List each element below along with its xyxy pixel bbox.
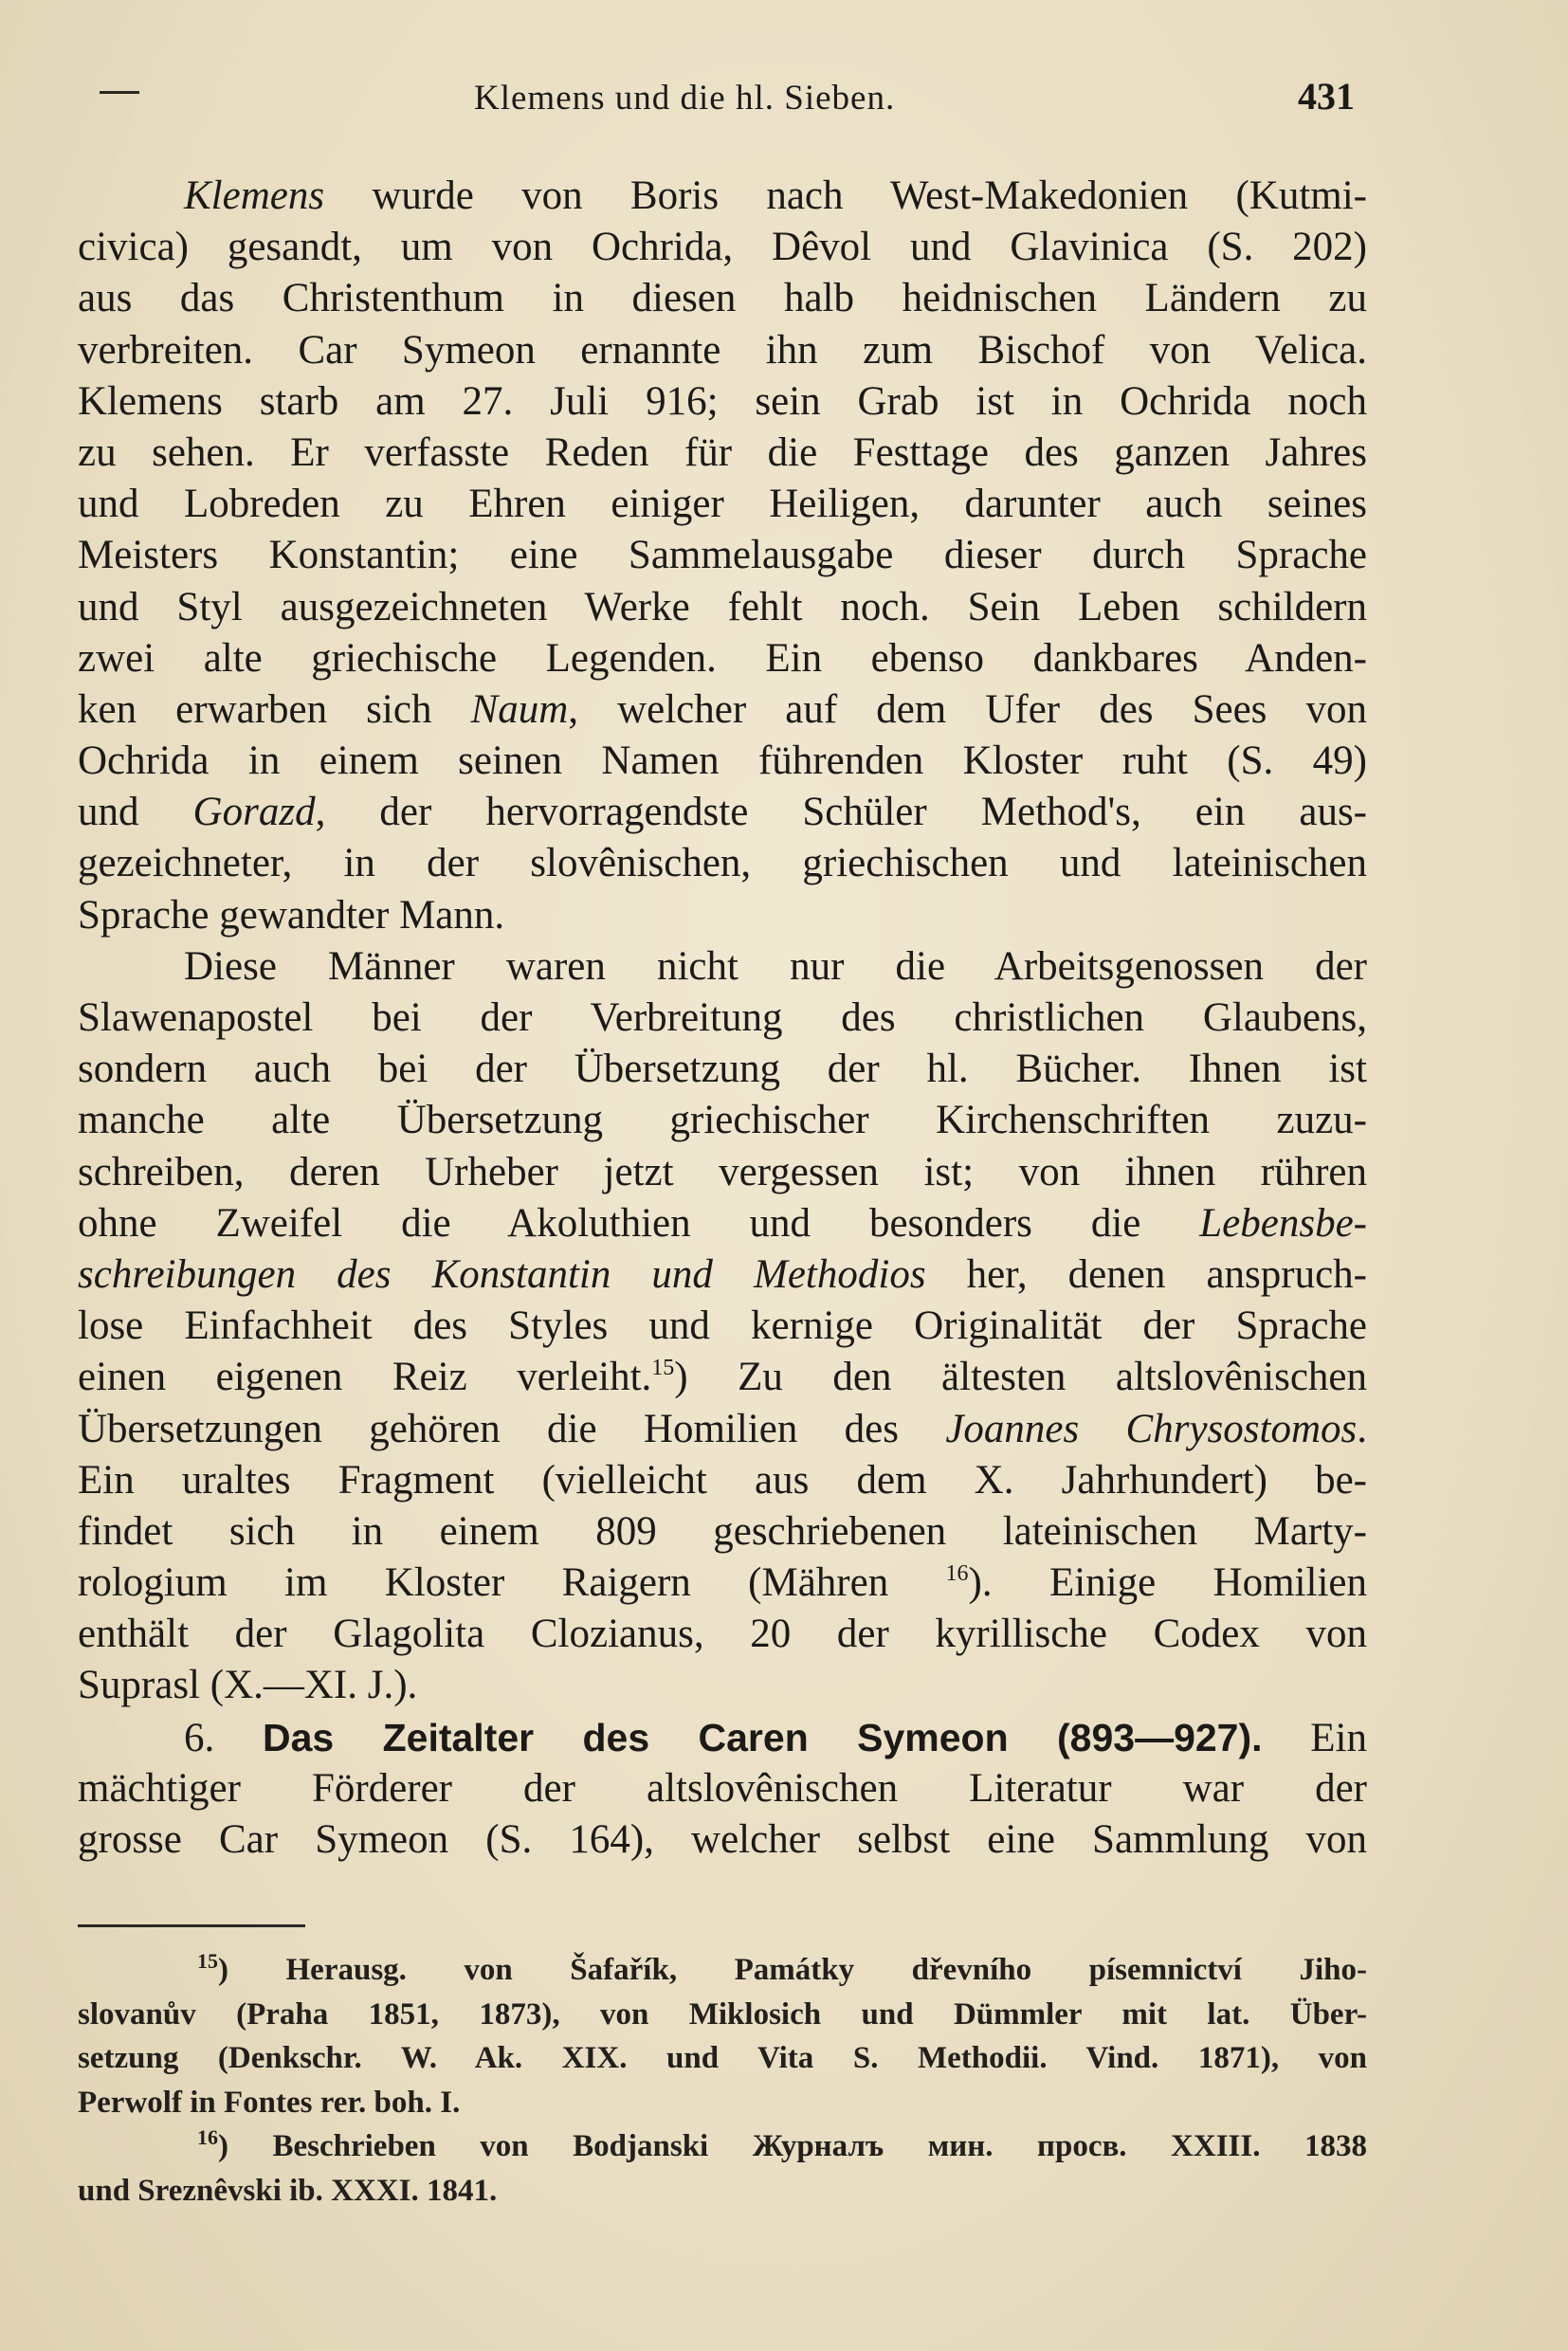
- footnote-mark: 16: [197, 2125, 218, 2149]
- text-line: Meisters Konstantin; eine Sammelausgabe dieser durch Sprache: [78, 533, 1367, 578]
- text-line: [78, 1249, 1367, 1301]
- footnote-mark: 15: [197, 1949, 218, 1973]
- text-line: Sprache gewandter Mann.: [78, 892, 505, 938]
- text-span: rologium im Kloster Raigern (Mähren: [78, 1560, 946, 1606]
- text-span: wurde von Boris nach West-Makedonien (Kutmi-: [324, 173, 1367, 218]
- text-line: [78, 171, 1367, 222]
- italic-name: Naum: [470, 686, 569, 732]
- page-number: 431: [1298, 75, 1355, 118]
- text-line: [78, 684, 1367, 736]
- italic-title: Lebensbe-: [1199, 1200, 1367, 1246]
- footnote-ref: 15: [651, 1356, 675, 1381]
- text-span: ). Einige Homilien: [968, 1560, 1367, 1606]
- text-line: schreiben, deren Urheber jetzt vergessen ist; von ihnen rühren: [78, 1149, 1367, 1194]
- text-line: und Styl ausgezeichneten Werke fehlt noch. Sein Leben schildern: [78, 584, 1367, 629]
- text-line: verbreiten. Car Symeon ernannte ihn zum Bischof von Velica.: [78, 327, 1367, 373]
- footnote-rule: [78, 1924, 305, 1927]
- text-line: Ein uraltes Fragment (vielleicht aus dem X. Jahrhundert) be-: [78, 1457, 1367, 1503]
- text-line: gezeichneter, in der slovênischen, griechischen und lateinischen: [78, 841, 1367, 886]
- text-line: Perwolf in Fontes rer. boh. I.: [78, 2085, 461, 2120]
- text-line: mächtiger Förderer der altslovênischen Literatur war der: [78, 1765, 1367, 1811]
- text-line: aus das Christenthum in diesen halb heidnischen Ländern zu: [78, 276, 1367, 321]
- text-span: , der hervorragendste Schüler Method's, ein aus-: [315, 790, 1368, 835]
- text-line: Klemens starb am 27. Juli 916; sein Grab ist in Ochrida noch: [78, 378, 1367, 424]
- text-line: setzung (Denkschr. W. Ak. XIX. und Vita S. Methodii. Vind. 1871), von: [78, 2041, 1367, 2075]
- text-line: slovanův (Praha 1851, 1873), von Miklosich und Dümmler mit lat. Über-: [78, 1996, 1367, 2032]
- text-line: und Sreznêvski ib. XXXI. 1841.: [78, 2173, 498, 2208]
- italic-name: Joannes Chrysostomos: [945, 1406, 1358, 1451]
- text-span: her, denen anspruch-: [925, 1251, 1367, 1297]
- text-line: zu sehen. Er verfasste Reden für die Festtage des ganzen Jahres: [78, 429, 1367, 475]
- text-span: ) Beschrieben von Bodjanski Журналъ мин. просв. XXIII. 1838: [218, 2129, 1367, 2163]
- text-span: ) Herausg. von Šafařík, Památky dřevního písemnictví Jiho-: [218, 1953, 1367, 1987]
- running-title: Klemens und die hl. Sieben.: [474, 79, 896, 118]
- text-line: [78, 1198, 1367, 1249]
- section-heading: Das Zeitalter des Caren Symeon (893—927).: [263, 1715, 1263, 1759]
- footnote-15: [78, 1948, 1367, 1993]
- text-line: und Lobreden zu Ehren einiger Heiligen, darunter auch seines: [78, 482, 1367, 527]
- footnote-16: [78, 2124, 1367, 2169]
- text-span: einen eigenen Reiz verleiht.: [78, 1355, 652, 1400]
- italic-name: Klemens: [184, 173, 325, 218]
- text-line: manche alte Übersetzung griechischer Kirchenschriften zuzu-: [78, 1098, 1367, 1143]
- text-span: ken erwarben sich: [78, 686, 471, 732]
- text-line: Diese Männer waren nicht nur die Arbeitsgenossen der: [184, 943, 1367, 989]
- text-line: civica) gesandt, um von Ochrida, Dêvol und Glavinica (S. 202): [78, 225, 1367, 270]
- text-span: Ein: [1262, 1715, 1367, 1760]
- text-line: [78, 1352, 1367, 1403]
- corner-dash: [100, 91, 139, 94]
- section-number: 6.: [184, 1715, 215, 1760]
- text-line: findet sich in einem 809 geschriebenen lateinischen Marty-: [78, 1508, 1367, 1554]
- text-line: [78, 1712, 1367, 1763]
- text-span: und: [78, 790, 193, 835]
- footnote-ref: 16: [945, 1561, 969, 1587]
- text-line: Slawenapostel bei der Verbreitung des christlichen Glaubens,: [78, 995, 1367, 1040]
- footnotes: [78, 1948, 1367, 2213]
- italic-title: schreibungen des Konstantin und Methodios: [78, 1251, 926, 1297]
- text-line: Ochrida in einem seinen Namen führenden Kloster ruht (S. 49): [78, 738, 1367, 784]
- paragraph-1: [78, 171, 1367, 941]
- text-span: , welcher auf dem Ufer des Sees von: [568, 686, 1367, 732]
- text-span: ) Zu den ältesten altslovênischen: [674, 1355, 1367, 1400]
- text-line: [78, 1558, 1367, 1609]
- text-span: .: [1357, 1406, 1367, 1451]
- section-6: [78, 1712, 1367, 1867]
- text-line: zwei alte griechische Legenden. Ein ebenso dankbares Anden-: [78, 635, 1367, 681]
- text-span: ohne Zweifel die Akoluthien und besonders die: [78, 1200, 1200, 1246]
- text-line: grosse Car Symeon (S. 164), welcher selbst eine Sammlung von: [78, 1817, 1367, 1862]
- italic-name: Gorazd: [192, 790, 316, 835]
- paragraph-2: [78, 941, 1367, 1712]
- text-line: sondern auch bei der Übersetzung der hl. Bücher. Ihnen ist: [78, 1047, 1367, 1092]
- text-line: lose Einfachheit des Styles und kernige Originalität der Sprache: [78, 1303, 1367, 1349]
- text-line: enthält der Glagolita Clozianus, 20 der kyrillische Codex von: [78, 1612, 1367, 1657]
- text-line: [78, 1404, 1367, 1455]
- text-line: [78, 787, 1367, 838]
- text-line: Suprasl (X.—XI. J.).: [78, 1663, 418, 1708]
- text-span: Übersetzungen gehören die Homilien des: [78, 1406, 946, 1451]
- main-text: [78, 171, 1367, 1866]
